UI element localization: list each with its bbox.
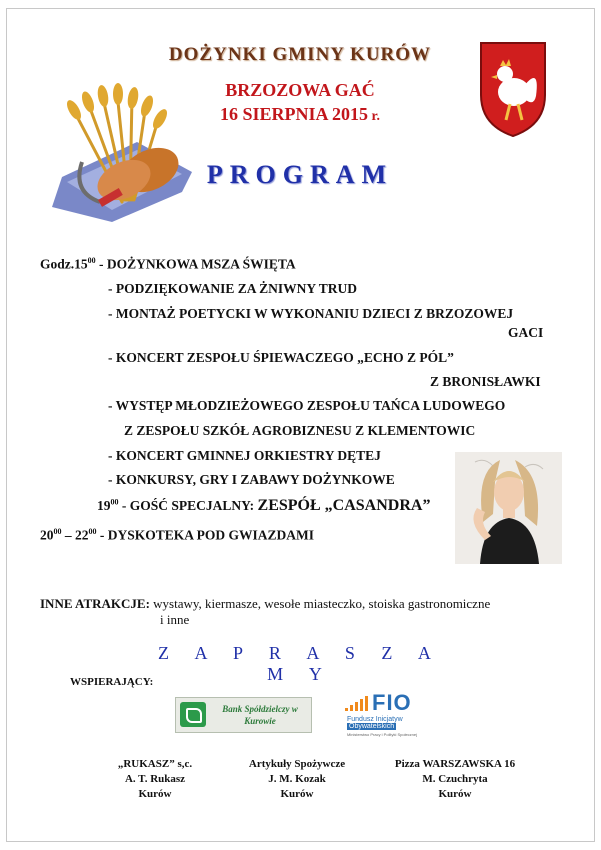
- fio-logo: [345, 692, 460, 740]
- schedule-dance-1: - WYSTĘP MŁODZIEŻOWEGO ZESPOŁU TAŃCA LUDOWEGO: [108, 398, 506, 413]
- event-date-main: 16 SIERPNIA 2015: [220, 104, 369, 124]
- mass-time-sup: 00: [87, 256, 96, 265]
- fio-logo-text: FIO: [372, 690, 412, 715]
- mass-text: - DOŻYNKOWA MSZA ŚWIĘTA: [95, 256, 296, 272]
- schedule-thanks: - PODZIĘKOWANIE ZA ŻNIWNY TRUD: [108, 281, 358, 296]
- schedule-orchestra: - KONCERT GMINNEJ ORKIESTRY DĘTEJ: [108, 448, 381, 463]
- bank-name: Bank Spółdzielczy w Kurowie: [222, 704, 298, 726]
- schedule-echo-2: Z BRONISŁAWKI: [430, 374, 541, 389]
- disco-start: 20: [40, 527, 54, 543]
- schedule-guest: [97, 497, 430, 515]
- schedule-poetry-2: GACI: [508, 325, 544, 340]
- invitation-text: Z A P R A S Z A M Y: [158, 643, 442, 684]
- fio-sub3: Ministerstwo Pracy i Polityki Społecznej: [347, 732, 418, 737]
- event-date: [200, 104, 400, 125]
- photo-icon: [455, 452, 562, 564]
- guest-time: 19: [97, 498, 111, 513]
- schedule-contests: - KONKURSY, GRY I ZABAWY DOŻYNKOWE: [108, 472, 395, 487]
- bank-logo: [175, 697, 312, 733]
- sponsor-name: Pizza WARSZAWSKA 16: [394, 758, 516, 770]
- fio-dots-icon: [345, 696, 369, 714]
- sponsor-pizza: [380, 757, 530, 802]
- other-text: wystawy, kiermasze, wesołe miasteczko, stoiska gastronomiczne: [149, 596, 491, 611]
- guest-text: - GOŚĆ SPECJALNY:: [118, 498, 258, 513]
- disco-start-sup: 00: [53, 527, 62, 536]
- event-title: DOŻYNKI GMINY KURÓW: [168, 44, 432, 65]
- sponsor-city: Kurów: [138, 788, 172, 800]
- other-text-2: i inne: [160, 612, 190, 627]
- guest-band: ZESPÓŁ „CASANDRA”: [257, 497, 431, 514]
- support-label: WSPIERAJĄCY:: [70, 676, 154, 688]
- disco-text: - DYSKOTEKA POD GWIAZDAMI: [96, 527, 315, 543]
- sponsor-city: Kurów: [438, 788, 472, 800]
- disco-end-sup: 00: [88, 527, 97, 536]
- fio-sub1: Fundusz Inicjatyw: [347, 716, 403, 723]
- sponsor-rukasz: [90, 757, 220, 802]
- schedule-dance-2: Z ZESPOŁU SZKÓŁ AGROBIZNESU Z KLEMENTOWIC: [124, 423, 476, 438]
- mass-time: Godz.15: [40, 256, 88, 272]
- other-label: INNE ATRAKCJE:: [40, 596, 150, 611]
- sponsor-kozak: [232, 757, 362, 802]
- schedule-disco: [40, 527, 314, 544]
- crest-icon: [478, 40, 548, 138]
- schedule-poetry-1: - MONTAŻ POETYCKI W WYKONANIU DZIECI Z BRZOZOWEJ: [108, 306, 514, 321]
- bank-icon: [180, 702, 206, 727]
- event-date-suffix: r.: [368, 109, 380, 124]
- disco-dash: – 22: [61, 527, 89, 543]
- sponsor-name: Artykuły Spożywcze: [248, 758, 346, 770]
- other-attractions: [40, 596, 490, 612]
- fio-sub2: Obywatelskich: [349, 723, 395, 730]
- schedule-mass: [40, 256, 296, 273]
- sponsor-person: A. T. Rukasz: [124, 773, 186, 785]
- program-heading: PROGRAM: [206, 160, 394, 189]
- guest-time-sup: 00: [110, 497, 119, 507]
- harvest-icon: [42, 82, 192, 232]
- sponsor-person: M. Czuchryta: [422, 773, 488, 785]
- schedule-echo-1: - KONCERT ZESPOŁU ŚPIEWACZEGO „ECHO Z PÓL”: [108, 350, 454, 365]
- sponsor-city: Kurów: [280, 788, 314, 800]
- sponsor-name: „RUKASZ” s,c.: [117, 758, 193, 770]
- event-location: BRZOZOWA GAĆ: [225, 80, 375, 100]
- sponsor-person: J. M. Kozak: [268, 773, 326, 785]
